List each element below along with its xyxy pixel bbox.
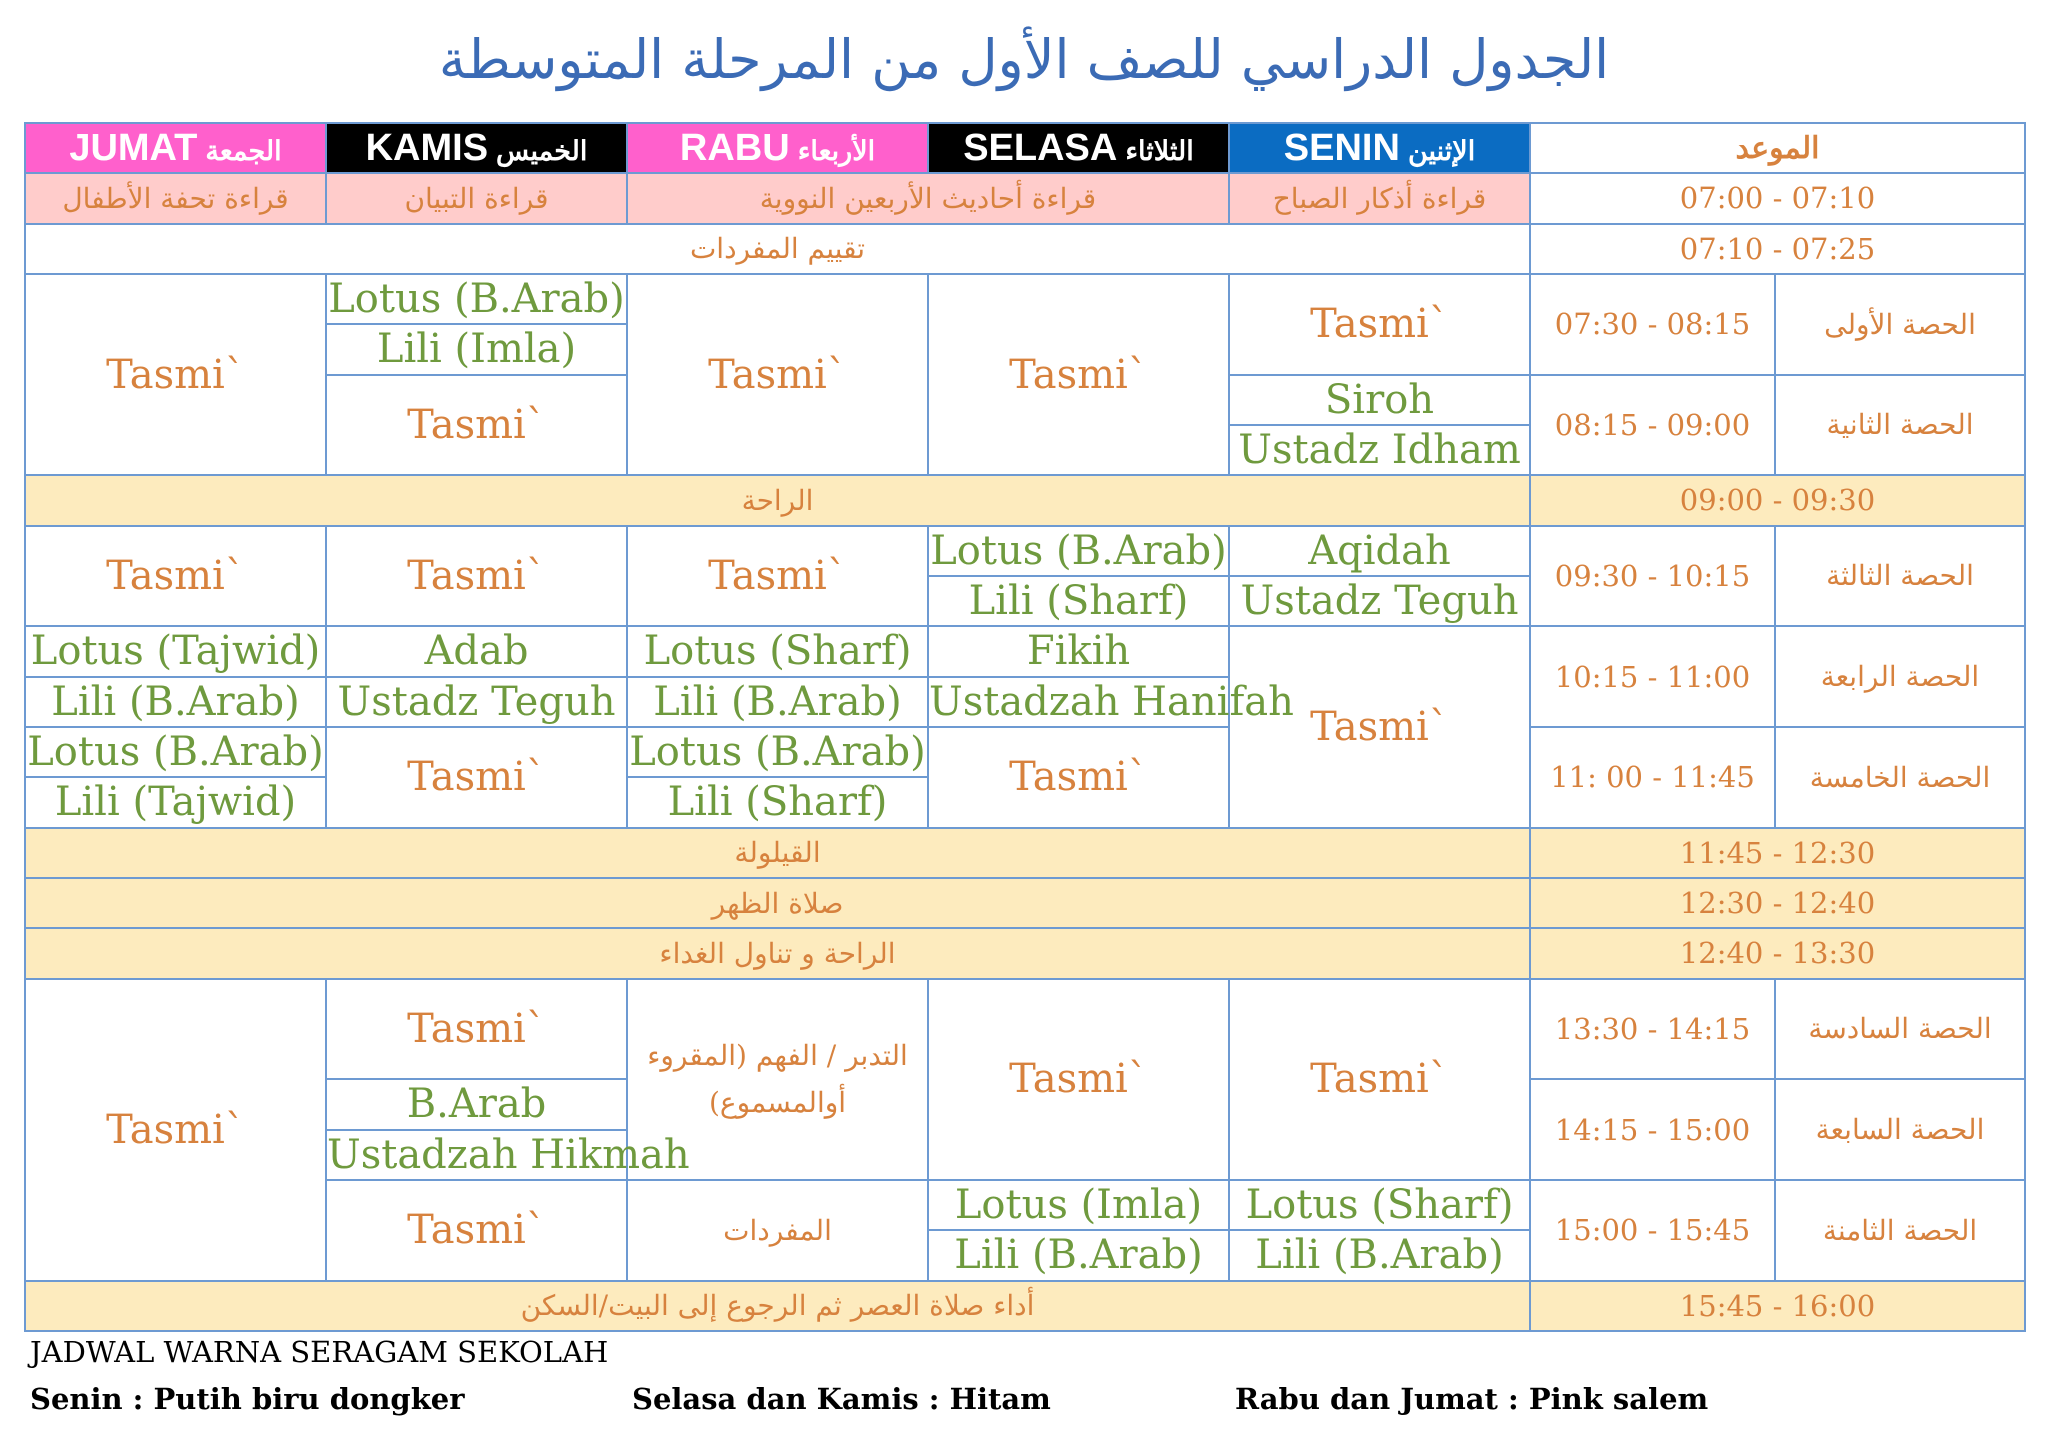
wed-p4-b: Lili (B.Arab) (627, 677, 928, 727)
p2-time: 08:15 - 09:00 (1530, 375, 1775, 476)
wed-p4-a: Lotus (Sharf) (627, 626, 928, 676)
mon-p3-b: Ustadz Teguh (1229, 576, 1530, 626)
p7-name: الحصة السابعة (1775, 1079, 2025, 1180)
p3-time: 09:30 - 10:15 (1530, 526, 1775, 627)
wed-p5-a: Lotus (B.Arab) (627, 727, 928, 777)
p2-name: الحصة الثانية (1775, 375, 2025, 476)
wed-p1p2: Tasmi` (627, 274, 928, 475)
p6-name: الحصة السادسة (1775, 979, 2025, 1080)
dhuhr-prayer: صلاة الظهر (25, 878, 1530, 928)
fri-p5-a: Lotus (B.Arab) (25, 727, 326, 777)
p7-time: 14:15 - 15:00 (1530, 1079, 1775, 1180)
thu-p4-a: Adab (326, 626, 627, 676)
header-time: الموعد (1530, 123, 2025, 173)
p5-time: 11: 00 - 11:45 (1530, 727, 1775, 828)
header-wednesday-en: RABU (679, 126, 790, 169)
p1-name: الحصة الأولى (1775, 274, 2025, 375)
fri-p3: Tasmi` (25, 526, 326, 627)
vocab-eval: تقييم المفردات (25, 224, 1530, 274)
lunch-break: الراحة و تناول الغداء (25, 928, 1530, 978)
p4-time: 10:15 - 11:00 (1530, 626, 1775, 727)
header-monday-en: SENIN (1283, 126, 1400, 169)
thu-p8: Tasmi` (326, 1180, 627, 1281)
wed-p6p7: التدبر / الفهم (المقروء أوالمسموع) (627, 979, 928, 1180)
tue-p1p2: Tasmi` (928, 274, 1229, 475)
uniform-schedule-title: JADWAL WARNA SERAGAM SEKOLAH (30, 1335, 609, 1369)
thu-p3: Tasmi` (326, 526, 627, 627)
mon-p6p7: Tasmi` (1229, 979, 1530, 1180)
header-monday-ar: الإثنين (1407, 135, 1476, 166)
morning-friday: قراءة تحفة الأطفال (25, 173, 326, 223)
tue-p3-a: Lotus (B.Arab) (928, 526, 1229, 576)
tue-p8-b: Lili (B.Arab) (928, 1230, 1229, 1280)
nap-time: 11:45 - 12:30 (1530, 828, 2025, 878)
p3-name: الحصة الثالثة (1775, 526, 2025, 627)
header-wednesday (627, 123, 928, 173)
header-thursday-en: KAMIS (365, 126, 489, 169)
mon-p8-b: Lili (B.Arab) (1229, 1230, 1530, 1280)
vocab-eval-time: 07:10 - 07:25 (1530, 224, 2025, 274)
tue-p5: Tasmi` (928, 727, 1229, 828)
header-tuesday-ar: الثلاثاء (1125, 135, 1194, 166)
tue-p4-b: Ustadzah Hanifah (928, 677, 1229, 727)
mon-p2-a: Siroh (1229, 375, 1530, 425)
tue-p8-a: Lotus (Imla) (928, 1180, 1229, 1230)
p4-name: الحصة الرابعة (1775, 626, 2025, 727)
fri-p6p8: Tasmi` (25, 979, 326, 1281)
dhuhr-time: 12:30 - 12:40 (1530, 878, 2025, 928)
p1-time: 07:30 - 08:15 (1530, 274, 1775, 375)
mon-p2-b: Ustadz Idham (1229, 425, 1530, 475)
wed-p8: المفردات (627, 1180, 928, 1281)
header-wednesday-ar: الأربعاء (797, 135, 876, 166)
thu-p1-a: Lotus (B.Arab) (326, 274, 627, 324)
header-friday (25, 123, 326, 173)
thu-p1-b: Lili (Imla) (326, 324, 627, 374)
wed-p5-b: Lili (Sharf) (627, 777, 928, 827)
header-friday-ar: الجمعة (205, 135, 282, 166)
asr-time: 15:45 - 16:00 (1530, 1281, 2025, 1331)
uniform-monday: Senin : Putih biru dongker (30, 1382, 465, 1416)
morning-thursday: قراءة التبيان (326, 173, 627, 223)
tue-p4-a: Fikih (928, 626, 1229, 676)
thu-p5: Tasmi` (326, 727, 627, 828)
header-thursday-ar: الخميس (496, 135, 588, 166)
uniform-wed-fri: Rabu dan Jumat : Pink salem (1235, 1382, 1709, 1416)
thu-p4-b: Ustadz Teguh (326, 677, 627, 727)
header-thursday (326, 123, 627, 173)
nap-break: القيلولة (25, 828, 1530, 878)
thu-p7-a: B.Arab (326, 1079, 627, 1129)
rest-break: الراحة (25, 475, 1530, 525)
tue-p6p7: Tasmi` (928, 979, 1229, 1180)
morning-time: 07:00 - 07:10 (1530, 173, 2025, 223)
header-monday (1229, 123, 1530, 173)
header-tuesday-en: SELASA (963, 126, 1118, 169)
thu-p2: Tasmi` (326, 375, 627, 476)
header-tuesday (928, 123, 1229, 173)
morning-monday: قراءة أذكار الصباح (1229, 173, 1530, 223)
schedule-table (24, 122, 2026, 1332)
morning-wed-tue: قراءة أحاديث الأربعين النووية (627, 173, 1229, 223)
fri-p4-a: Lotus (Tajwid) (25, 626, 326, 676)
fri-p4-b: Lili (B.Arab) (25, 677, 326, 727)
fri-p5-b: Lili (Tajwid) (25, 777, 326, 827)
uniform-tue-thu: Selasa dan Kamis : Hitam (632, 1382, 1051, 1416)
p5-name: الحصة الخامسة (1775, 727, 2025, 828)
rest-time: 09:00 - 09:30 (1530, 475, 2025, 525)
header-friday-en: JUMAT (69, 126, 198, 169)
p8-name: الحصة الثامنة (1775, 1180, 2025, 1281)
page-title: الجدول الدراسي للصف الأول من المرحلة المتوسطة (438, 28, 1610, 91)
thu-p7-b: Ustadzah Hikmah (326, 1130, 627, 1180)
p8-time: 15:00 - 15:45 (1530, 1180, 1775, 1281)
lunch-time: 12:40 - 13:30 (1530, 928, 2025, 978)
mon-p3-a: Aqidah (1229, 526, 1530, 576)
mon-p1: Tasmi` (1229, 274, 1530, 375)
wed-p3: Tasmi` (627, 526, 928, 627)
fri-p1p2: Tasmi` (25, 274, 326, 475)
mon-p4p5: Tasmi` (1229, 626, 1530, 827)
asr-prayer: أداء صلاة العصر ثم الرجوع إلى البيت/السكن (25, 1281, 1530, 1331)
tue-p3-b: Lili (Sharf) (928, 576, 1229, 626)
p6-time: 13:30 - 14:15 (1530, 979, 1775, 1080)
thu-p6: Tasmi` (326, 979, 627, 1080)
mon-p8-a: Lotus (Sharf) (1229, 1180, 1530, 1230)
